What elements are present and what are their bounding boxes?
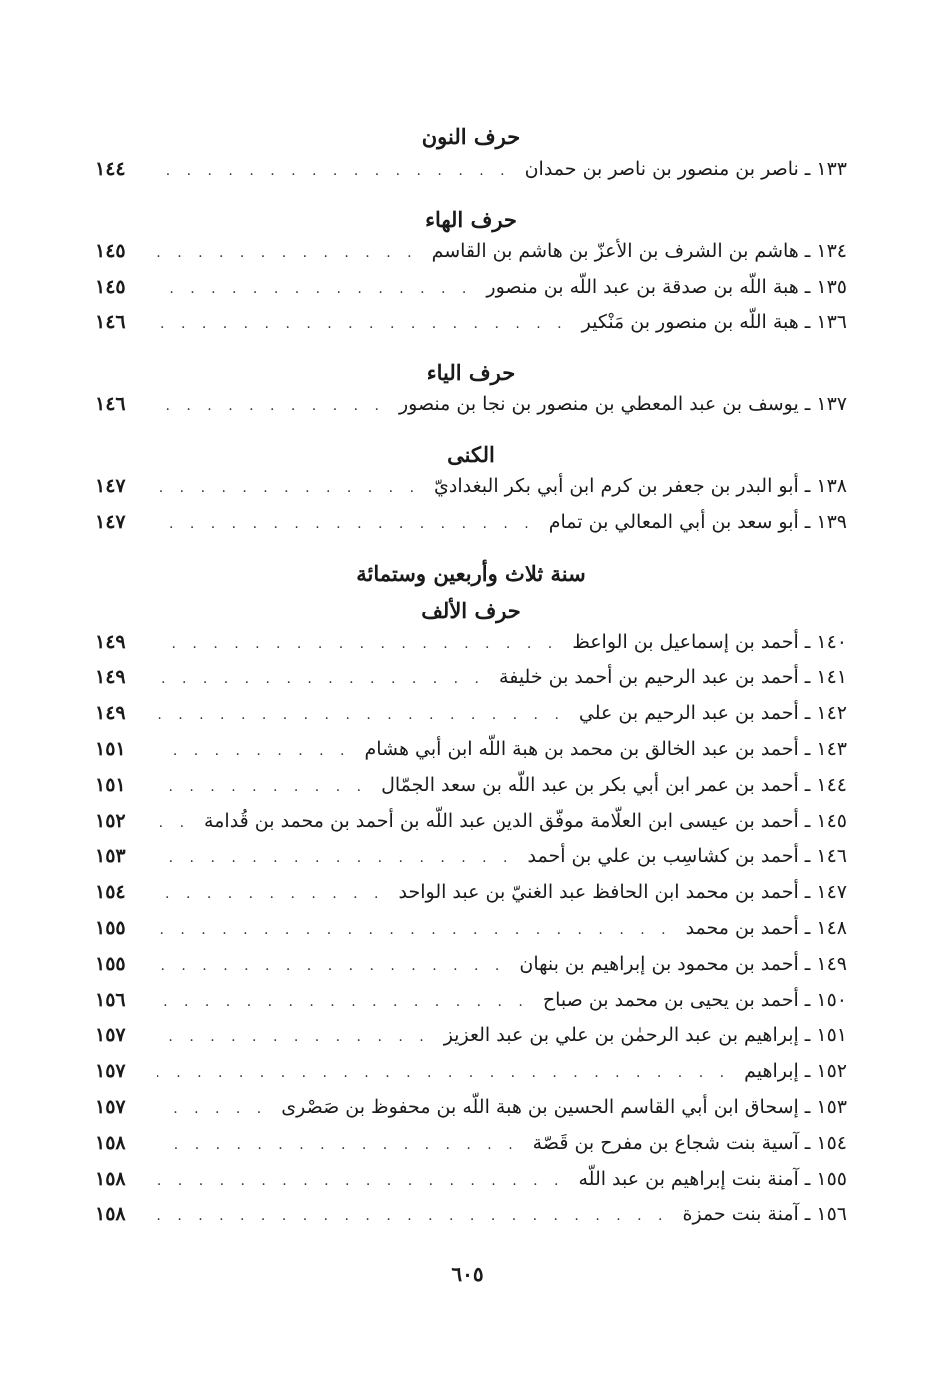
dot-leader bbox=[157, 1208, 668, 1224]
entry-number: ١٤١ bbox=[816, 666, 847, 689]
dot-leader bbox=[157, 163, 511, 179]
entry-separator: ـ bbox=[804, 630, 811, 653]
entry-title: هبة اللّه بن صدقة بن عبد اللّه بن منصور bbox=[486, 275, 799, 298]
entry-page-number: ١٥٧ bbox=[95, 1095, 126, 1118]
toc-entry[interactable] bbox=[95, 1132, 847, 1168]
entry-title: أحمد بن يحيى بن محمد بن صباح bbox=[542, 988, 799, 1011]
entry-separator: ـ bbox=[804, 845, 811, 868]
entry-number: ١٤٧ bbox=[816, 881, 847, 904]
entry-number: ١٣٧ bbox=[816, 393, 847, 416]
entry-separator: ـ bbox=[804, 1060, 811, 1083]
entry-number: ١٣٦ bbox=[816, 311, 847, 334]
entry-page-number: ١٥٢ bbox=[95, 809, 126, 832]
entry-page-number: ١٥١ bbox=[95, 737, 126, 760]
entry-number: ١٤٦ bbox=[816, 845, 847, 868]
toc-entry[interactable] bbox=[95, 738, 847, 774]
entry-page-number: ١٥٧ bbox=[95, 1060, 126, 1083]
entry-title: ناصر بن منصور بن ناصر بن حمدان bbox=[524, 158, 799, 180]
dot-leader bbox=[157, 516, 535, 532]
entry-number: ١٤٨ bbox=[816, 916, 847, 939]
entry-page-number: ١٤٥ bbox=[95, 239, 126, 262]
entry-page-number: ١٥٤ bbox=[95, 881, 126, 904]
entry-number: ١٤٤ bbox=[816, 773, 847, 796]
entry-title: أحمد بن عيسى ابن العلّامة موفّق الدين عبد اللّه بن أحمد بن محمد بن قُدامة bbox=[204, 809, 799, 832]
entry-title: أبو سعد بن أبي المعالي بن تمام bbox=[548, 510, 799, 533]
entry-title: هبة اللّه بن منصور بن مَنْكير bbox=[581, 311, 799, 334]
entry-separator: ـ bbox=[804, 1131, 811, 1154]
section-heading-alif: حرف الألف bbox=[421, 597, 521, 623]
entry-page-number: ١٥٨ bbox=[95, 1167, 126, 1190]
entry-title: أحمد بن عبد الخالق بن محمد بن هبة اللّه ابن أبي هشام bbox=[364, 737, 799, 760]
entry-separator: ـ bbox=[804, 666, 811, 689]
toc-entry[interactable] bbox=[95, 1096, 847, 1132]
entry-title: هاشم بن الشرف بن الأعزّ بن هاشم بن القاسم bbox=[431, 239, 799, 262]
toc-entry[interactable] bbox=[95, 989, 847, 1025]
toc-entry[interactable] bbox=[95, 240, 847, 276]
page-folio-number: ٦٠٥ bbox=[451, 1262, 484, 1286]
section-heading-kuna: الكنى bbox=[447, 441, 495, 467]
toc-entry[interactable] bbox=[95, 276, 847, 312]
entry-number: ١٣٩ bbox=[816, 510, 847, 533]
entry-title: أحمد بن محمود بن إبراهيم بن بنهان bbox=[519, 952, 799, 975]
entry-separator: ـ bbox=[804, 702, 811, 725]
entry-separator: ـ bbox=[804, 809, 811, 832]
entry-title: يوسف بن عبد المعطي بن منصور بن نجا بن منصور bbox=[398, 393, 799, 416]
entry-number: ١٤٩ bbox=[816, 952, 847, 975]
entry-separator: ـ bbox=[804, 158, 811, 180]
dot-leader bbox=[157, 281, 472, 297]
entry-separator: ـ bbox=[804, 737, 811, 760]
toc-entry[interactable] bbox=[95, 666, 847, 702]
entry-number: ١٥٦ bbox=[816, 1203, 847, 1226]
entry-title: إبراهيم bbox=[744, 1060, 799, 1083]
toc-entry[interactable] bbox=[95, 311, 847, 347]
entry-page-number: ١٤٧ bbox=[95, 474, 126, 497]
toc-entry[interactable] bbox=[95, 475, 847, 511]
entry-page-number: ١٤٧ bbox=[95, 510, 126, 533]
entry-separator: ـ bbox=[804, 239, 811, 262]
entry-number: ١٥٣ bbox=[816, 1095, 847, 1118]
dot-leader bbox=[157, 671, 485, 687]
section-heading-ha: حرف الهاء bbox=[425, 206, 517, 232]
entry-page-number: ١٥٦ bbox=[95, 988, 126, 1011]
entry-separator: ـ bbox=[804, 988, 811, 1011]
entry-page-number: ١٤٩ bbox=[95, 666, 126, 689]
entry-title: أحمد بن محمد ابن الحافظ عبد الغنيّ بن عبد الواحد bbox=[398, 881, 799, 904]
entry-separator: ـ bbox=[804, 1024, 811, 1047]
entry-title: إسحاق ابن أبي القاسم الحسين بن هبة اللّه بن محفوظ بن صَصْرى bbox=[281, 1095, 799, 1118]
year-heading: سنة ثلاث وأربعين وستمائة bbox=[356, 560, 586, 586]
dot-leader bbox=[157, 316, 568, 332]
entry-page-number: ١٤٦ bbox=[95, 393, 126, 416]
entry-number: ١٣٨ bbox=[816, 474, 847, 497]
dot-leader bbox=[157, 1137, 519, 1153]
toc-entry[interactable] bbox=[95, 810, 847, 846]
entry-page-number: ١٤٦ bbox=[95, 311, 126, 334]
entry-title: أحمد بن محمد bbox=[685, 916, 799, 939]
dot-leader bbox=[157, 1173, 564, 1189]
toc-entry[interactable] bbox=[95, 881, 847, 917]
toc-entry[interactable] bbox=[95, 1168, 847, 1204]
toc-page bbox=[95, 112, 847, 1239]
dot-leader bbox=[157, 958, 505, 974]
entry-number: ١٣٥ bbox=[816, 275, 847, 298]
entry-number: ١٤٥ bbox=[816, 809, 847, 832]
entry-separator: ـ bbox=[804, 510, 811, 533]
entry-title: أحمد بن كشاسِب بن علي بن أحمد bbox=[527, 845, 799, 868]
entry-title: آمنة بنت إبراهيم بن عبد اللّه bbox=[578, 1167, 799, 1190]
toc-entry[interactable] bbox=[95, 1024, 847, 1060]
entry-title: آسية بنت شجاع بن مفرح بن قَصّة bbox=[532, 1131, 799, 1154]
entry-separator: ـ bbox=[804, 952, 811, 975]
entry-separator: ـ bbox=[804, 881, 811, 904]
entry-page-number: ١٤٩ bbox=[95, 702, 126, 725]
dot-leader bbox=[157, 1029, 430, 1045]
toc-entry[interactable] bbox=[95, 158, 847, 194]
dot-leader bbox=[157, 850, 514, 866]
entry-separator: ـ bbox=[804, 1167, 811, 1190]
entry-number: ١٥٤ bbox=[816, 1131, 847, 1154]
entry-title: آمنة بنت حمزة bbox=[682, 1203, 799, 1226]
dot-leader bbox=[157, 1101, 267, 1117]
entry-page-number: ١٥٧ bbox=[95, 1024, 126, 1047]
dot-leader bbox=[157, 480, 420, 496]
entry-title: أحمد بن إسماعيل بن الواعظ bbox=[572, 630, 799, 653]
toc-entry[interactable] bbox=[95, 953, 847, 989]
dot-leader bbox=[157, 922, 672, 938]
toc-entry[interactable] bbox=[95, 845, 847, 881]
entry-page-number: ١٤٩ bbox=[95, 630, 126, 653]
entry-page-number: ١٤٥ bbox=[95, 275, 126, 298]
entry-separator: ـ bbox=[804, 393, 811, 416]
entry-title: أحمد بن عمر ابن أبي بكر بن عبد اللّه بن سعد الجمّال bbox=[381, 773, 799, 796]
entry-page-number: ١٥١ bbox=[95, 773, 126, 796]
entry-title: أحمد بن عبد الرحيم بن علي bbox=[578, 702, 799, 725]
dot-leader bbox=[157, 779, 367, 795]
section-heading-nun: حرف النون bbox=[421, 124, 521, 149]
entry-number: ١٥١ bbox=[816, 1024, 847, 1047]
toc-entry[interactable] bbox=[95, 917, 847, 953]
entry-number: ١٥٥ bbox=[816, 1167, 847, 1190]
entry-number: ١٤٠ bbox=[816, 630, 847, 653]
dot-leader bbox=[157, 886, 385, 902]
toc-entry[interactable] bbox=[95, 511, 847, 547]
entry-number: ١٤٢ bbox=[816, 702, 847, 725]
section-heading-ya: حرف الياء bbox=[426, 360, 516, 386]
entry-page-number: ١٥٨ bbox=[95, 1131, 126, 1154]
dot-leader bbox=[157, 815, 190, 831]
toc-entry[interactable] bbox=[95, 702, 847, 738]
dot-leader bbox=[157, 636, 558, 652]
entry-separator: ـ bbox=[804, 773, 811, 796]
entry-separator: ـ bbox=[804, 1095, 811, 1118]
entry-title: إبراهيم بن عبد الرحمٰن بن علي بن عبد العزيز bbox=[443, 1024, 799, 1047]
entry-page-number: ١٤٤ bbox=[95, 158, 126, 180]
dot-leader bbox=[157, 398, 385, 414]
entry-number: ١٥٠ bbox=[816, 988, 847, 1011]
toc-entry[interactable] bbox=[95, 1060, 847, 1096]
entry-separator: ـ bbox=[804, 916, 811, 939]
entry-separator: ـ bbox=[804, 474, 811, 497]
dot-leader bbox=[157, 245, 418, 261]
entry-page-number: ١٥٥ bbox=[95, 916, 126, 939]
entry-title: أحمد بن عبد الرحيم بن أحمد بن خليفة bbox=[499, 666, 799, 689]
toc-entry[interactable] bbox=[95, 393, 847, 429]
entry-page-number: ١٥٨ bbox=[95, 1203, 126, 1226]
toc-entry[interactable] bbox=[95, 631, 847, 667]
toc-entry[interactable] bbox=[95, 774, 847, 810]
entry-number: ١٣٣ bbox=[816, 158, 847, 180]
entry-separator: ـ bbox=[804, 311, 811, 334]
dot-leader bbox=[157, 707, 565, 723]
entry-number: ١٤٣ bbox=[816, 737, 847, 760]
dot-leader bbox=[157, 994, 529, 1010]
toc-entry[interactable] bbox=[95, 1203, 847, 1239]
alif-entries-list bbox=[95, 631, 847, 1240]
entry-page-number: ١٥٥ bbox=[95, 952, 126, 975]
entry-number: ١٥٢ bbox=[816, 1060, 847, 1083]
dot-leader bbox=[157, 1065, 730, 1081]
entry-separator: ـ bbox=[804, 1203, 811, 1226]
entry-number: ١٣٤ bbox=[816, 239, 847, 262]
entry-page-number: ١٥٣ bbox=[95, 845, 126, 868]
entry-separator: ـ bbox=[804, 275, 811, 298]
dot-leader bbox=[157, 743, 350, 759]
entry-title: أبو البدر بن جعفر بن كرم ابن أبي بكر البغداديّ bbox=[434, 474, 799, 497]
